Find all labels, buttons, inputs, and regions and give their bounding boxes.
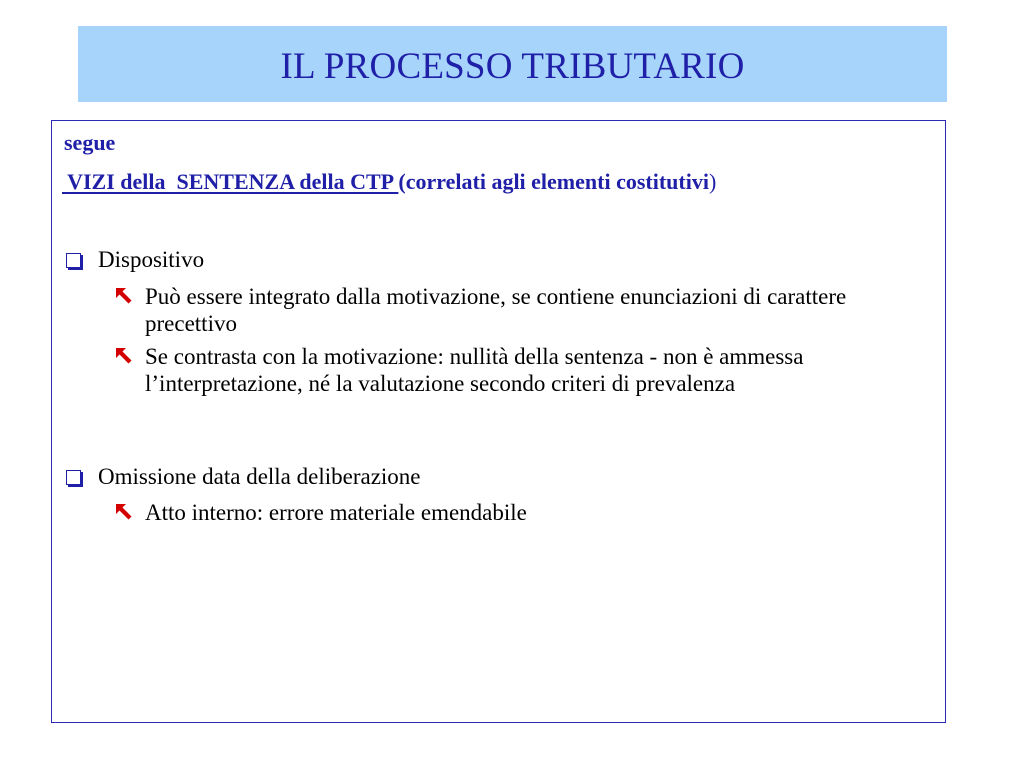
arrow-up-left-icon [115, 503, 133, 521]
slide-title: IL PROCESSO TRIBUTARIO [280, 45, 745, 87]
sub-bullet-text: Può essere integrato dalla motivazione, se contiene enunciazioni di carattere precettivo [145, 284, 847, 336]
subtitle-rest: (correlati agli elementi costitutivi [398, 169, 709, 194]
square-box-icon [66, 253, 81, 268]
segue-label: segue [64, 130, 116, 155]
bullet-heading: Dispositivo [98, 247, 205, 272]
sub-bullet [115, 283, 915, 337]
subtitle-close: ) [708, 169, 717, 194]
subtitle-underlined: VIZI della SENTENZA della CTP [62, 169, 399, 194]
subtitle-line [62, 169, 716, 195]
bullet-omissione [66, 464, 421, 490]
arrow-up-left-icon [115, 287, 133, 305]
sub-bullet [115, 499, 915, 526]
title-banner [78, 26, 947, 102]
content-box [51, 120, 946, 723]
arrow-up-left-icon [115, 347, 133, 365]
sub-bullet-text: Se contrasta con la motivazione: nullità della sentenza - non è ammessa l’interpretazione, né la valutazione secondo criteri di prevalenza [145, 344, 804, 396]
sub-bullet [115, 343, 915, 397]
bullet-heading: Omissione data della deliberazione [98, 464, 421, 489]
square-box-icon [66, 470, 81, 485]
bullet-dispositivo [66, 247, 204, 273]
sub-bullet-text: Atto interno: errore materiale emendabile [145, 500, 527, 525]
